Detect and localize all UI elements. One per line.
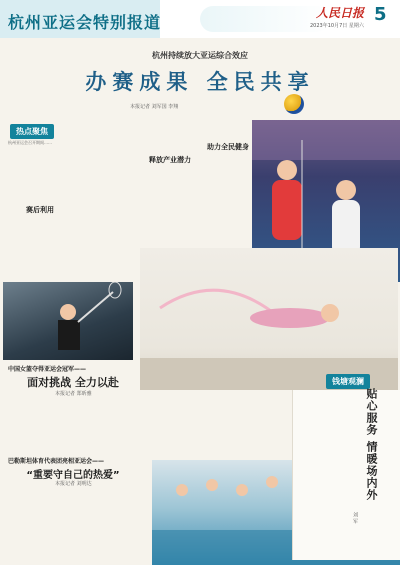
commentary-author: 刘 军: [352, 512, 358, 524]
subhead-industry: 释放产业潜力: [149, 156, 191, 164]
lead-headline: 办赛成果 全民共享: [85, 69, 315, 94]
lead-column-4: [204, 116, 252, 246]
commentary-tag: 钱塘观澜: [326, 374, 370, 389]
commentary-title: 贴心服务 情暖场内外: [365, 388, 378, 501]
page-section-title: 杭州亚运会特别报道: [8, 13, 162, 32]
story2-body: [8, 400, 138, 452]
lead-column-6: [220, 392, 290, 458]
story3-title: “重要守自己的热爱”: [26, 470, 120, 481]
lead-kicker: 杭州持续放大亚运综合效应: [152, 51, 248, 60]
subhead-fitness: 助力全民健身: [207, 143, 249, 151]
story2-byline: 本报记者 郑昕雅: [55, 391, 92, 397]
hot-topic-tag: 热点聚焦: [10, 124, 54, 139]
story3-byline: 本报记者 刘明达: [55, 481, 92, 487]
story2-kicker: 中国女篮夺得亚运会冠军——: [8, 366, 87, 373]
volleyball-icon: [284, 94, 304, 114]
newspaper-logo: 人民日报: [316, 6, 365, 20]
lead-column-3: [140, 116, 200, 246]
commentary-body: [296, 392, 350, 560]
lead-text-1: 杭州亚运会召开期间……: [8, 140, 52, 145]
lead-column-5: [145, 392, 215, 458]
page-number: 5: [374, 4, 387, 25]
subhead-post-games: 赛后利用: [26, 206, 54, 214]
date-line: 2023年10月7日 星期六: [310, 23, 364, 29]
badminton-photo: [3, 282, 133, 360]
story3-kicker: 巴勒斯坦体育代表团亮相亚运会——: [8, 458, 105, 465]
lead-column-2: [74, 116, 136, 250]
gymnastics-caption: [330, 254, 396, 294]
swimming-caption: [296, 440, 396, 460]
story3-body: [8, 490, 148, 562]
lead-byline: 本报记者 刘军国 李翔: [130, 104, 179, 110]
badminton-player-illustration: [3, 282, 133, 360]
story2-title: 面对挑战 全力以赴: [27, 376, 119, 389]
